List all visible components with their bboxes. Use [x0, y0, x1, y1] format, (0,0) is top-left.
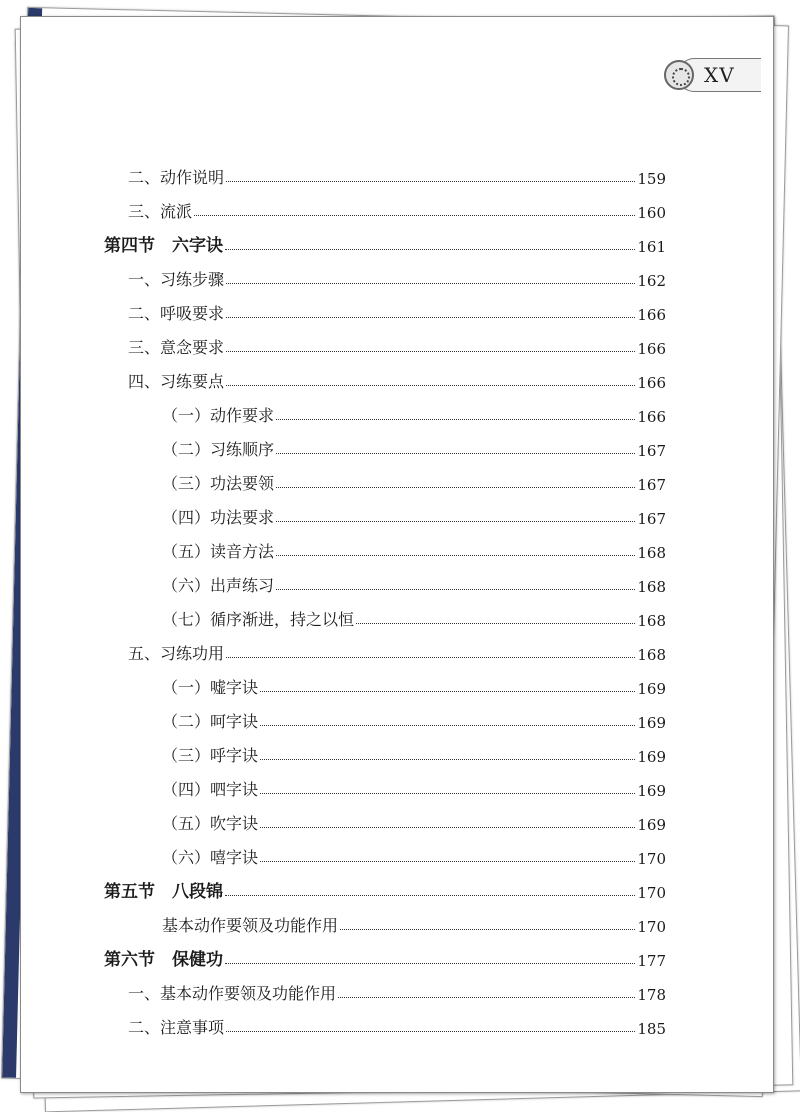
toc-page-number: 168: [637, 646, 666, 664]
toc-page-number: 161: [637, 238, 666, 256]
toc-subentry[interactable]: [162, 600, 666, 630]
toc-leader: [226, 317, 635, 318]
toc-title: 第六节 保健功: [104, 950, 223, 970]
toc-page-number: 177: [637, 952, 666, 970]
toc-page-number: 167: [637, 510, 666, 528]
toc-leader: [226, 657, 635, 658]
toc-subentry[interactable]: [162, 430, 666, 460]
toc-page-number: 166: [637, 340, 666, 358]
toc-subentry[interactable]: [162, 770, 666, 800]
toc-page-number: 166: [637, 374, 666, 392]
toc-title: （二）习练顺序: [162, 440, 275, 459]
toc-title: 二、动作说明: [128, 168, 225, 187]
page-number-badge: [664, 56, 760, 94]
toc-title: 一、习练步骤: [128, 270, 225, 289]
toc-page-number: 169: [637, 748, 666, 766]
toc-leader: [260, 725, 635, 726]
page-number: XV: [704, 63, 735, 87]
toc-page-number: 167: [637, 442, 666, 460]
toc-leader: [260, 861, 635, 862]
toc-leader: [276, 589, 635, 590]
toc-leader: [226, 181, 635, 182]
toc-section-entry[interactable]: [104, 872, 666, 902]
toc-leader: [225, 249, 635, 250]
toc-entry[interactable]: [128, 974, 666, 1004]
toc-entry[interactable]: [128, 1008, 666, 1038]
toc-section-entry[interactable]: [104, 226, 666, 256]
toc-leader: [338, 997, 635, 998]
toc-title: （七）循序渐进，持之以恒: [162, 610, 355, 629]
toc-title: 三、流派: [128, 202, 193, 221]
toc-entry[interactable]: [128, 328, 666, 358]
ornament-icon: [664, 60, 694, 90]
toc-subentry[interactable]: [162, 566, 666, 596]
toc-title: 二、注意事项: [128, 1018, 225, 1037]
toc-title: 第五节 八段锦: [104, 882, 223, 902]
toc-leader: [225, 963, 635, 964]
toc-page-number: 178: [637, 986, 666, 1004]
toc-page-number: 167: [637, 476, 666, 494]
toc-leader: [225, 895, 635, 896]
toc-subentry[interactable]: [162, 838, 666, 868]
toc-title: （六）嘻字诀: [162, 848, 259, 867]
toc-leader: [260, 827, 635, 828]
toc-leader: [226, 1031, 635, 1032]
toc-title: 五、习练功用: [128, 644, 225, 663]
toc-entry[interactable]: [128, 294, 666, 324]
toc-title: （三）呼字诀: [162, 746, 259, 765]
toc-title: 四、习练要点: [128, 372, 225, 391]
toc-page-number: 170: [637, 884, 666, 902]
toc-entry[interactable]: [128, 260, 666, 290]
toc-subentry[interactable]: [162, 498, 666, 528]
toc-leader: [276, 521, 635, 522]
toc-leader: [194, 215, 635, 216]
toc-subentry[interactable]: [162, 396, 666, 426]
toc-title: （二）呵字诀: [162, 712, 259, 731]
toc-leader: [340, 929, 635, 930]
toc-title: （四）功法要求: [162, 508, 275, 527]
toc-subentry[interactable]: [162, 668, 666, 698]
toc-title: （三）功法要领: [162, 474, 275, 493]
toc-leader: [276, 555, 635, 556]
toc-entry[interactable]: [128, 158, 666, 188]
toc-page-number: 185: [637, 1020, 666, 1038]
toc-page-number: 169: [637, 782, 666, 800]
toc-page-number: 169: [637, 680, 666, 698]
toc-page-number: 169: [637, 816, 666, 834]
toc-section-entry[interactable]: [104, 940, 666, 970]
toc-page-number: 166: [637, 408, 666, 426]
toc-page-number: 168: [637, 544, 666, 562]
toc-title: （一）动作要求: [162, 406, 275, 425]
toc-page-number: 166: [637, 306, 666, 324]
toc-title: 基本动作要领及功能作用: [162, 916, 339, 935]
toc-title: （五）读音方法: [162, 542, 275, 561]
toc-leader: [226, 385, 635, 386]
toc-entry[interactable]: [128, 634, 666, 664]
toc-title: 第四节 六字诀: [104, 236, 223, 256]
toc-leader: [276, 453, 635, 454]
toc-title: 一、基本动作要领及功能作用: [128, 984, 337, 1003]
toc-leader: [226, 283, 635, 284]
toc-page-number: 159: [637, 170, 666, 188]
toc-leader: [260, 691, 635, 692]
toc-page-number: 168: [637, 612, 666, 630]
toc-leader: [276, 487, 635, 488]
toc-leader: [226, 351, 635, 352]
toc-title: （六）出声练习: [162, 576, 275, 595]
toc-title: 二、呼吸要求: [128, 304, 225, 323]
toc-title: （一）嘘字诀: [162, 678, 259, 697]
toc-subentry[interactable]: [162, 464, 666, 494]
toc-page-number: 162: [637, 272, 666, 290]
toc-page-number: 168: [637, 578, 666, 596]
toc-page-number: 160: [637, 204, 666, 222]
toc-page-number: 170: [637, 850, 666, 868]
toc-title: （五）吹字诀: [162, 814, 259, 833]
toc-page-number: 170: [637, 918, 666, 936]
toc-leader: [276, 419, 635, 420]
toc-title: （四）呬字诀: [162, 780, 259, 799]
toc-subentry[interactable]: [162, 702, 666, 732]
toc-title: 三、意念要求: [128, 338, 225, 357]
toc-subentry[interactable]: [162, 804, 666, 834]
toc-leader: [260, 793, 635, 794]
toc-subentry[interactable]: [162, 736, 666, 766]
toc-entry[interactable]: [128, 362, 666, 392]
toc-subentry[interactable]: [162, 906, 666, 936]
toc-leader: [356, 623, 635, 624]
toc-entry[interactable]: [128, 192, 666, 222]
toc-page-number: 169: [637, 714, 666, 732]
toc-leader: [260, 759, 635, 760]
toc-subentry[interactable]: [162, 532, 666, 562]
